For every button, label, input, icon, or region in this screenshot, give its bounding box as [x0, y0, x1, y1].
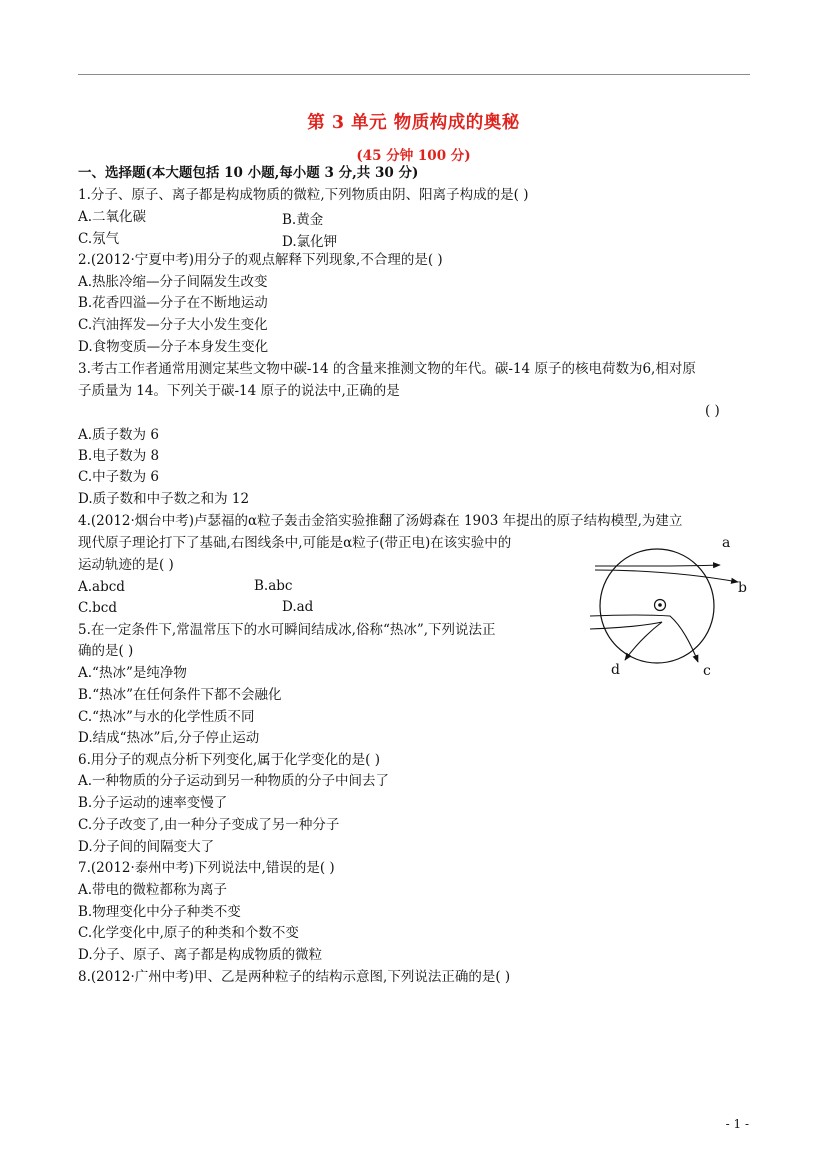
q3-option-a: A.质子数为 6: [78, 427, 159, 443]
q1-stem: 1.分子、原子、离子都是构成物质的微粒,下列物质由阴、阳离子构成的是( ): [78, 187, 529, 203]
q2-option-d: D.食物变质—分子本身发生变化: [78, 339, 269, 355]
nucleus-dot: [658, 603, 662, 607]
q2-stem: 2.(2012·宁夏中考)用分子的观点解释下列现象,不合理的是( ): [78, 252, 443, 268]
track-a: [595, 565, 720, 566]
q2-option-a: A.热胀冷缩—分子间隔发生改变: [78, 274, 268, 290]
q5-option-d: D.结成“热冰”后,分子停止运动: [78, 730, 260, 746]
q4-stem-line1: 4.(2012·烟台中考)卢瑟福的α粒子轰击金箔实验推翻了汤姆森在 1903 年提出的原子结构模型,为建立: [78, 513, 683, 529]
q7-option-d: D.分子、原子、离子都是构成物质的微粒: [78, 947, 323, 963]
section-heading: 一、选择题(本大题包括 10 小题,每小题 3 分,共 30 分): [78, 165, 419, 181]
q7-option-c: C.化学变化中,原子的种类和个数不变: [78, 925, 299, 941]
q5-stem-line1: 5.在一定条件下,常温常压下的水可瞬间结成冰,俗称“热冰”,下列说法正: [78, 622, 496, 638]
q4-option-c: C.bcd: [78, 600, 117, 616]
q1-option-c: C.氖气: [78, 231, 120, 247]
q1-option-d: D.氯化钾: [282, 234, 338, 250]
label-b: b: [738, 580, 747, 596]
page-number: - 1 -: [725, 1117, 749, 1131]
page-title: 第 3 单元 物质构成的奥秘: [307, 113, 520, 133]
alpha-scattering-figure: [590, 534, 755, 684]
q4-stem-line3: 运动轨迹的是( ): [78, 557, 174, 573]
q4-stem-line2: 现代原子理论打下了基础,右图线条中,可能是α粒子(带正电)在该实验中的: [78, 535, 512, 551]
header-rule: [78, 74, 750, 75]
label-c: c: [703, 663, 711, 679]
q2-option-b: B.花香四溢—分子在不断地运动: [78, 295, 268, 311]
q1-option-b: B.黄金: [282, 212, 324, 228]
q4-option-a: A.abcd: [78, 579, 125, 595]
q3-option-c: C.中子数为 6: [78, 469, 160, 485]
q3-stem-line2: 子质量为 14。下列关于碳-14 原子的说法中,正确的是: [78, 383, 400, 399]
q6-option-b: B.分子运动的速率变慢了: [78, 795, 228, 811]
q7-stem: 7.(2012·泰州中考)下列说法中,错误的是( ): [78, 860, 335, 876]
q5-option-b: B.“热冰”在任何条件下都不会融化: [78, 687, 282, 703]
page-subtitle: (45 分钟 100 分): [356, 148, 471, 164]
label-a: a: [722, 535, 731, 551]
q2-option-c: C.汽油挥发—分子大小发生变化: [78, 317, 268, 333]
q3-option-b: B.电子数为 8: [78, 448, 160, 464]
q3-option-d: D.质子数和中子数之和为 12: [78, 491, 250, 507]
q3-answer-paren: ( ): [705, 403, 720, 419]
q5-option-a: A.“热冰”是纯净物: [78, 665, 187, 681]
q7-option-a: A.带电的微粒都称为离子: [78, 882, 228, 898]
q4-option-b: B.abc: [254, 578, 293, 594]
q3-stem-line1: 3.考古工作者通常用测定某些文物中碳-14 的含量来推测文物的年代。碳-14 原子的核电荷数为6,相对原: [78, 361, 696, 377]
q5-option-c: C.“热冰”与水的化学性质不同: [78, 709, 255, 725]
q6-option-c: C.分子改变了,由一种分子变成了另一种分子: [78, 817, 340, 833]
track-b: [595, 570, 738, 582]
q5-stem-line2: 确的是( ): [78, 643, 134, 659]
q1-option-a: A.二氧化碳: [78, 209, 147, 225]
q4-option-d: D.ad: [282, 599, 314, 615]
q6-stem: 6.用分子的观点分析下列变化,属于化学变化的是( ): [78, 752, 380, 768]
q8-stem: 8.(2012·广州中考)甲、乙是两种粒子的结构示意图,下列说法正确的是( ): [78, 969, 511, 985]
q7-option-b: B.物理变化中分子种类不变: [78, 904, 241, 920]
q6-option-a: A.一种物质的分子运动到另一种物质的分子中间去了: [78, 773, 390, 789]
label-d: d: [611, 662, 620, 678]
q6-option-d: D.分子间的间隔变大了: [78, 839, 215, 855]
